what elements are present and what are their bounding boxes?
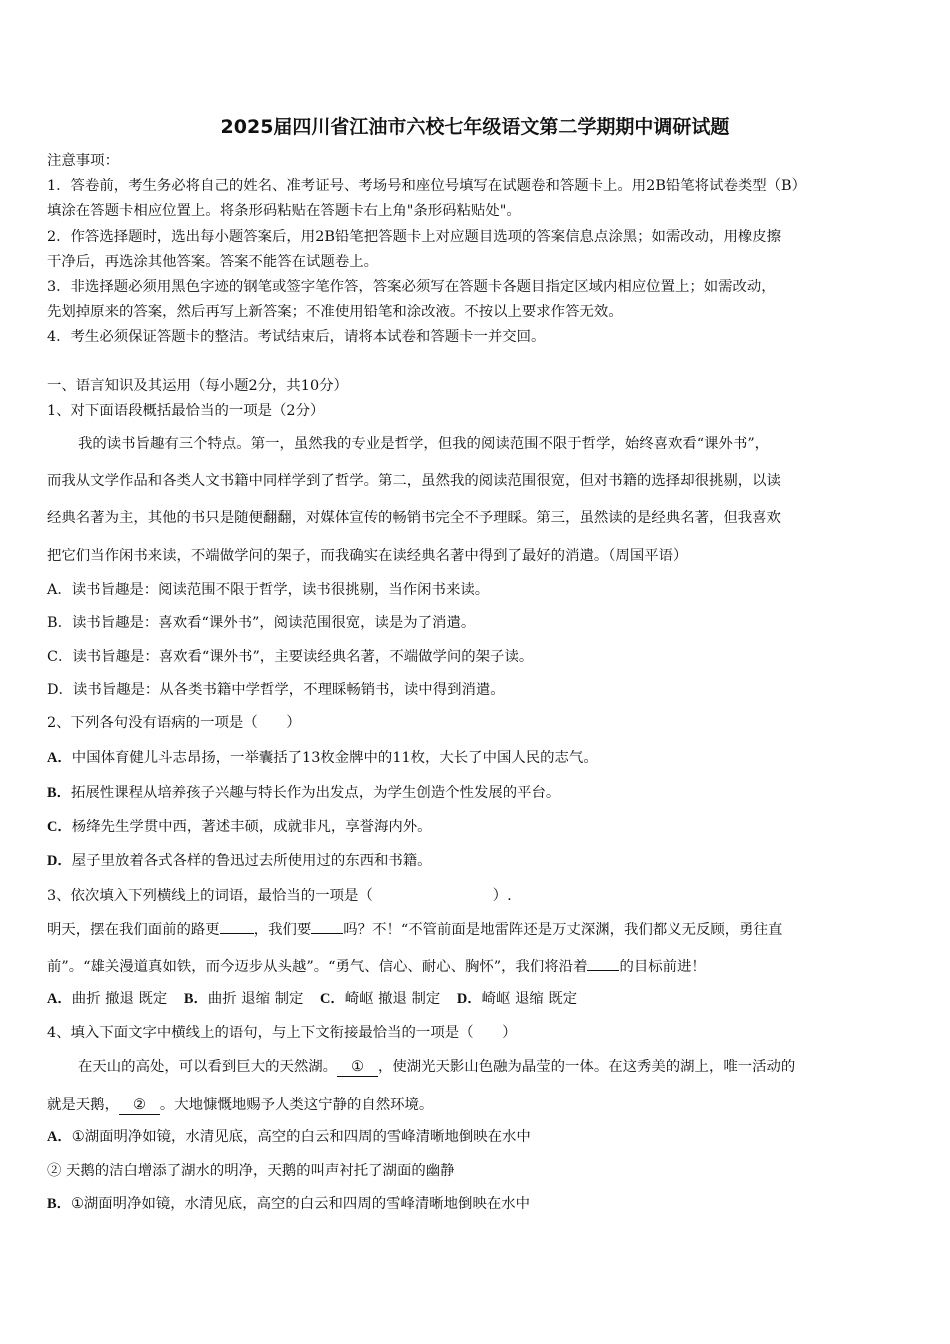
- q2-option-a: A．中国体育健儿斗志昂扬，一举囊括了13枚金牌中的11枚，大长了中国人民的志气。: [47, 750, 598, 766]
- q4-passage-line: 在天山的高处，可以看到巨大的天然湖。 ① ，使湖光天影山色融为晶莹的一体。在这秀美的湖上，唯一活动的: [78, 1059, 796, 1075]
- q1-passage-line: 经典名著为主，其他的书只是随便翻翻，对媒体宣传的畅销书完全不予理睬。第三，虽然读的是经典名著，但我喜欢: [47, 510, 781, 526]
- q3-options: A．曲折 撤退 既定 B．曲折 退缩 制定 C．崎岖 撤退 制定 D．崎岖 退缩 既定: [47, 991, 578, 1007]
- fill-blank: [587, 956, 619, 971]
- q2-option-d: D．屋子里放着各式各样的鲁迅过去所使用过的东西和书籍。: [47, 853, 432, 869]
- q2-option-c: C．杨绛先生学贯中西，著述丰硕，成就非凡，享誉海内外。: [47, 819, 432, 835]
- blank-marker-2: ②: [119, 1097, 160, 1115]
- q1-option-c: C．读书旨趣是：喜欢看“课外书”，主要读经典名著，不端做学问的架子读。: [47, 649, 534, 665]
- blank-marker-1: ①: [337, 1059, 378, 1077]
- notice-line: 干净后，再选涂其他答案。答案不能答在试题卷上。: [47, 254, 378, 270]
- q1-passage-line: 而我从文学作品和各类人文书籍中同样学到了哲学。第二，虽然我的阅读范围很宽，但对书籍的选择却很挑剔，以读: [47, 473, 781, 489]
- page-title: 2025届四川省江油市六校七年级语文第二学期期中调研试题: [220, 116, 730, 138]
- q1-option-b: B．读书旨趣是：喜欢看“课外书”，阅读范围很宽，读是为了消遣。: [47, 615, 476, 631]
- notice-heading: 注意事项：: [47, 153, 119, 169]
- q4-option-a-line2: ② 天鹅的洁白增添了湖水的明净，天鹅的叫声衬托了湖面的幽静: [47, 1163, 455, 1179]
- section-heading: 一、语言知识及其运用（每小题2分，共10分）: [47, 378, 348, 394]
- fill-blank: [311, 919, 343, 934]
- notice-line: 4．考生必须保证答题卡的整洁。考试结束后，请将本试卷和答题卡一并交回。: [47, 329, 546, 345]
- fill-blank: [220, 919, 254, 934]
- q2-stem: 2、下列各句没有语病的一项是（ ）: [47, 715, 301, 731]
- notice-line: 先划掉原来的答案，然后再写上新答案；不准使用铅笔和涂改液。不按以上要求作答无效。: [47, 304, 623, 320]
- q4-stem: 4、填入下面文字中横线上的语句，与上下文衔接最恰当的一项是（ ）: [47, 1025, 517, 1041]
- q4-option-b: B．①湖面明净如镜，水清见底，高空的白云和四周的雪峰清晰地倒映在水中: [47, 1196, 531, 1212]
- q3-stem: 3、依次填入下列横线上的词语，最恰当的一项是（ ）.: [47, 888, 512, 904]
- q4-passage-line: 就是天鹅， ② 。大地慷慨地赐予人类这宁静的自然环境。: [47, 1097, 434, 1113]
- q1-passage-line: 把它们当作闲书来读，不端做学问的架子，而我确实在读经典名著中得到了最好的消遣。（周国平语）: [47, 548, 688, 564]
- q1-option-a: A．读书旨趣是：阅读范围不限于哲学，读书很挑剔，当作闲书来读。: [47, 582, 490, 598]
- notice-line: 2．作答选择题时，选出每小题答案后，用2B铅笔把答题卡上对应题目选项的答案信息点涂黑；如需改动，用橡皮擦: [47, 229, 782, 245]
- q4-option-a: A．①湖面明净如镜，水清见底，高空的白云和四周的雪峰清晰地倒映在水中: [47, 1129, 531, 1145]
- q1-option-d: D．读书旨趣是：从各类书籍中学哲学，不理睬畅销书，读中得到消遣。: [47, 682, 505, 698]
- notice-line: 1．答卷前，考生务必将自己的姓名、准考证号、考场号和座位号填写在试题卷和答题卡上。用2B铅笔将试卷类型（B）: [47, 178, 806, 194]
- q3-sentence-line: 前”。“雄关漫道真如铁，而今迈步从头越”。“勇气、信心、耐心、胸怀”，我们将沿着 的目标前进！: [47, 956, 706, 977]
- q1-stem: 1、对下面语段概括最恰当的一项是（2分）: [47, 403, 325, 419]
- notice-line: 3．非选择题必须用黑色字迹的钢笔或签字笔作答，答案必须写在答题卡各题目指定区域内相应位置上；如需改动，: [47, 279, 776, 295]
- q1-passage-line: 我的读书旨趣有三个特点。第一，虽然我的专业是哲学，但我的阅读范围不限于哲学，始终喜欢看“课外书”，: [78, 436, 770, 452]
- q2-option-b: B．拓展性课程从培养孩子兴趣与特长作为出发点，为学生创造个性发展的平台。: [47, 785, 561, 801]
- q3-sentence-line: 明天，摆在我们面前的路更 ，我们要 吗？不！“不管前面是地雷阵还是万丈深渊，我们都义无反顾，勇往直: [47, 919, 782, 940]
- notice-line: 填涂在答题卡相应位置上。将条形码粘贴在答题卡右上角"条形码粘贴处"。: [47, 203, 521, 219]
